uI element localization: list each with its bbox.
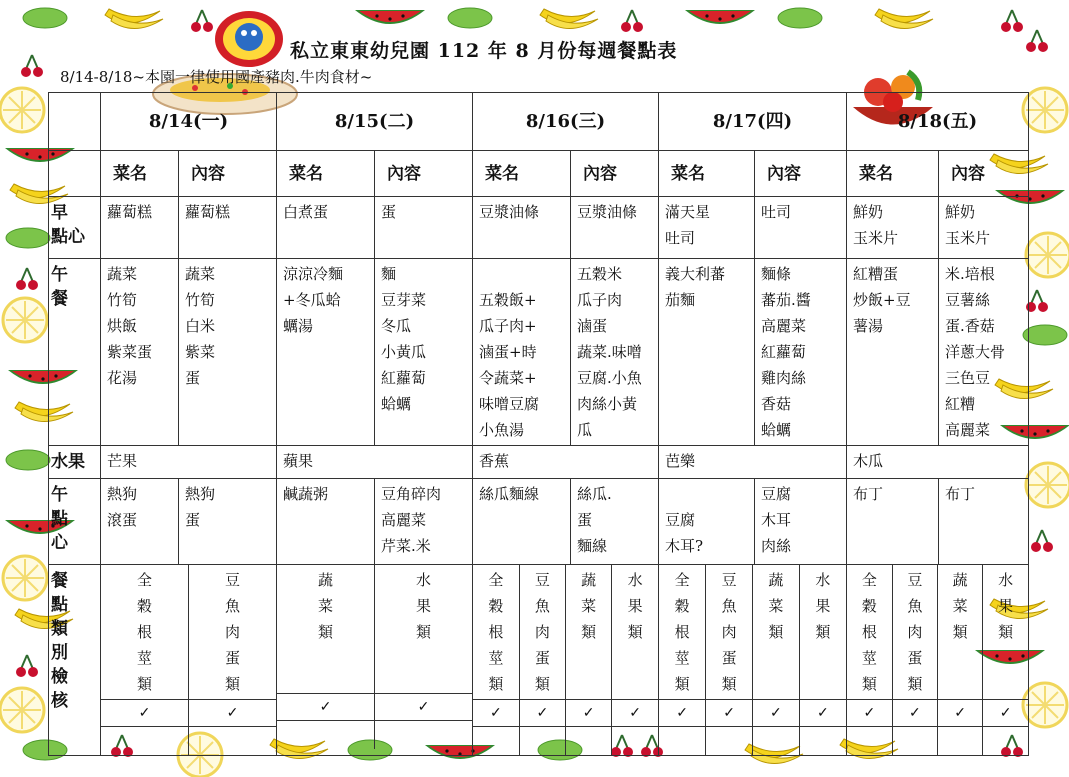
row-label-fruit: 水果: [49, 446, 101, 479]
check-mark: ✓: [519, 700, 565, 727]
dish-header: 菜名: [659, 151, 755, 197]
date-header: 8/17(四): [659, 93, 847, 151]
check-grid: [659, 565, 846, 755]
fruit-cell: 木瓜: [847, 446, 1029, 479]
category-vegetable: 蔬 菜 類: [566, 565, 612, 700]
check-grid: [101, 565, 276, 755]
breakfast-row: [49, 197, 1029, 259]
row-label-snack: 午 點 心: [49, 479, 101, 565]
check-mark: ✓: [473, 700, 519, 727]
breakfast-dish: 白煮蛋: [277, 197, 375, 259]
corner-cell: [49, 151, 101, 197]
empty-cell: [101, 727, 189, 756]
category-protein: 豆 魚 肉 蛋 類: [706, 565, 753, 700]
check-mark: ✓: [706, 700, 753, 727]
fruit-cell: 芒果: [101, 446, 277, 479]
lunch-dish: 五穀飯+ 瓜子肉+ 滷蛋+時 令蔬菜+ 味噌豆腐 小魚湯: [473, 259, 571, 446]
breakfast-dish: 滿天星 吐司: [659, 197, 755, 259]
category-fruit: 水 果 類: [983, 565, 1028, 700]
meat-origin-note: 8/14-8/18~本園一律使用國產豬肉.牛肉食材~: [60, 68, 373, 86]
breakfast-dish: 蘿蔔糕: [101, 197, 179, 259]
category-protein: 豆 魚 肉 蛋 類: [189, 565, 277, 700]
category-protein: 豆 魚 肉 蛋 類: [892, 565, 937, 700]
check-mark: ✓: [101, 700, 189, 727]
category-grains: 全 穀 根 莖 類: [659, 565, 706, 700]
empty-cell: [566, 727, 612, 756]
breakfast-content: 豆漿油條: [571, 197, 659, 259]
empty-cell: [938, 727, 983, 756]
content-header: 內容: [755, 151, 847, 197]
category-grains: 全 穀 根 莖 類: [101, 565, 189, 700]
check-mark: ✓: [375, 693, 473, 720]
dish-header: 菜名: [473, 151, 571, 197]
check-day-cell: [847, 565, 1029, 756]
subheader-row: [49, 151, 1029, 197]
category-fruit: 水 果 類: [375, 565, 473, 693]
category-fruit: 水 果 類: [612, 565, 658, 700]
lunch-content: 蔬菜 竹筍 白米 紫菜 蛋: [179, 259, 277, 446]
snack-dish: 豆腐 木耳?: [659, 479, 755, 565]
empty-cell: [189, 727, 277, 756]
fruit-cell: 蘋果: [277, 446, 473, 479]
category-grains: 全 穀 根 莖 類: [473, 565, 519, 700]
category-check-row: [49, 565, 1029, 756]
empty-cell: [473, 727, 519, 756]
snack-dish: 熱狗 滾蛋: [101, 479, 179, 565]
check-mark: ✓: [847, 700, 892, 727]
date-row: [49, 93, 1029, 151]
lunch-dish: 義大利蕃 茄麵: [659, 259, 755, 446]
check-grid: [473, 565, 658, 755]
check-mark: ✓: [189, 700, 277, 727]
content-header: 內容: [571, 151, 659, 197]
check-day-cell: [473, 565, 659, 756]
content-header: 內容: [179, 151, 277, 197]
lunch-content: 五穀米 瓜子肉 滷蛋 蔬菜.味噌 豆腐.小魚 肉絲小黃 瓜: [571, 259, 659, 446]
dish-header: 菜名: [277, 151, 375, 197]
snack-content: 豆角碎肉 高麗菜 芹菜.米: [375, 479, 473, 565]
empty-cell: [375, 720, 473, 749]
check-day-cell: [659, 565, 847, 756]
dish-header: 菜名: [847, 151, 939, 197]
check-mark: ✓: [277, 693, 375, 720]
school-logo: [214, 10, 284, 68]
snack-dish: 絲瓜麵線: [473, 479, 571, 565]
empty-cell: [799, 727, 846, 756]
page-title: 私立東東幼兒園 112 年 8 月份每週餐點表: [290, 40, 678, 62]
snack-row: [49, 479, 1029, 565]
lunch-row: [49, 259, 1029, 446]
fruit-cell: 芭樂: [659, 446, 847, 479]
date-header: 8/16(三): [473, 93, 659, 151]
empty-cell: [519, 727, 565, 756]
check-day-cell: [101, 565, 277, 756]
fruit-cell: 香蕉: [473, 446, 659, 479]
breakfast-content: 蛋: [375, 197, 473, 259]
lunch-content: 麵 豆芽菜 冬瓜 小黃瓜 紅蘿蔔 蛤蠣: [375, 259, 473, 446]
category-protein: 豆 魚 肉 蛋 類: [519, 565, 565, 700]
check-mark: ✓: [938, 700, 983, 727]
check-grid: [847, 565, 1028, 755]
date-header: 8/18(五): [847, 93, 1029, 151]
snack-content: 豆腐 木耳 肉絲: [755, 479, 847, 565]
check-day-cell: [277, 565, 473, 756]
snack-content: 布丁: [939, 479, 1029, 565]
empty-cell: [892, 727, 937, 756]
weekly-menu-table: [48, 92, 1029, 756]
check-mark: ✓: [612, 700, 658, 727]
check-mark: ✓: [659, 700, 706, 727]
check-mark: ✓: [983, 700, 1028, 727]
snack-content: 熱狗 蛋: [179, 479, 277, 565]
check-mark: ✓: [753, 700, 800, 727]
breakfast-dish: 鮮奶 玉米片: [847, 197, 939, 259]
lunch-dish: 蔬菜 竹筍 烘飯 紫菜蛋 花湯: [101, 259, 179, 446]
lunch-content: 麵條 蕃茄.醬 高麗菜 紅蘿蔔 雞肉絲 香菇 蛤蠣: [755, 259, 847, 446]
check-mark: ✓: [892, 700, 937, 727]
breakfast-content: 鮮奶 玉米片: [939, 197, 1029, 259]
check-mark: ✓: [799, 700, 846, 727]
row-label-check: 餐 點 類 別 檢 核: [49, 565, 101, 756]
content-header: 內容: [375, 151, 473, 197]
content-header: 內容: [939, 151, 1029, 197]
snack-dish: 鹹蔬粥: [277, 479, 375, 565]
dish-header: 菜名: [101, 151, 179, 197]
lunch-dish: 紅糟蛋 炒飯+豆 薯湯: [847, 259, 939, 446]
breakfast-content: 蘿蔔糕: [179, 197, 277, 259]
date-header: 8/14(一): [101, 93, 277, 151]
lunch-dish: 涼涼冷麵 +冬瓜蛤 蠣湯: [277, 259, 375, 446]
date-header: 8/15(二): [277, 93, 473, 151]
breakfast-content: 吐司: [755, 197, 847, 259]
empty-cell: [612, 727, 658, 756]
snack-content: 絲瓜. 蛋 麵線: [571, 479, 659, 565]
category-fruit: 水 果 類: [799, 565, 846, 700]
corner-cell: [49, 93, 101, 151]
empty-cell: [706, 727, 753, 756]
check-grid: [277, 565, 472, 749]
empty-cell: [753, 727, 800, 756]
category-vegetable: 蔬 菜 類: [753, 565, 800, 700]
empty-cell: [983, 727, 1028, 756]
check-mark: ✓: [566, 700, 612, 727]
snack-dish: 布丁: [847, 479, 939, 565]
row-label-lunch: 午 餐: [49, 259, 101, 446]
category-grains: 全 穀 根 莖 類: [847, 565, 892, 700]
lunch-content: 米.培根 豆薯絲 蛋.香菇 洋蔥大骨 三色豆 紅糟 高麗菜: [939, 259, 1029, 446]
empty-cell: [277, 720, 375, 749]
row-label-breakfast: 早 點心: [49, 197, 101, 259]
empty-cell: [847, 727, 892, 756]
empty-cell: [659, 727, 706, 756]
category-vegetable: 蔬 菜 類: [938, 565, 983, 700]
breakfast-dish: 豆漿油條: [473, 197, 571, 259]
fruit-row: [49, 446, 1029, 479]
category-vegetable: 蔬 菜 類: [277, 565, 375, 693]
